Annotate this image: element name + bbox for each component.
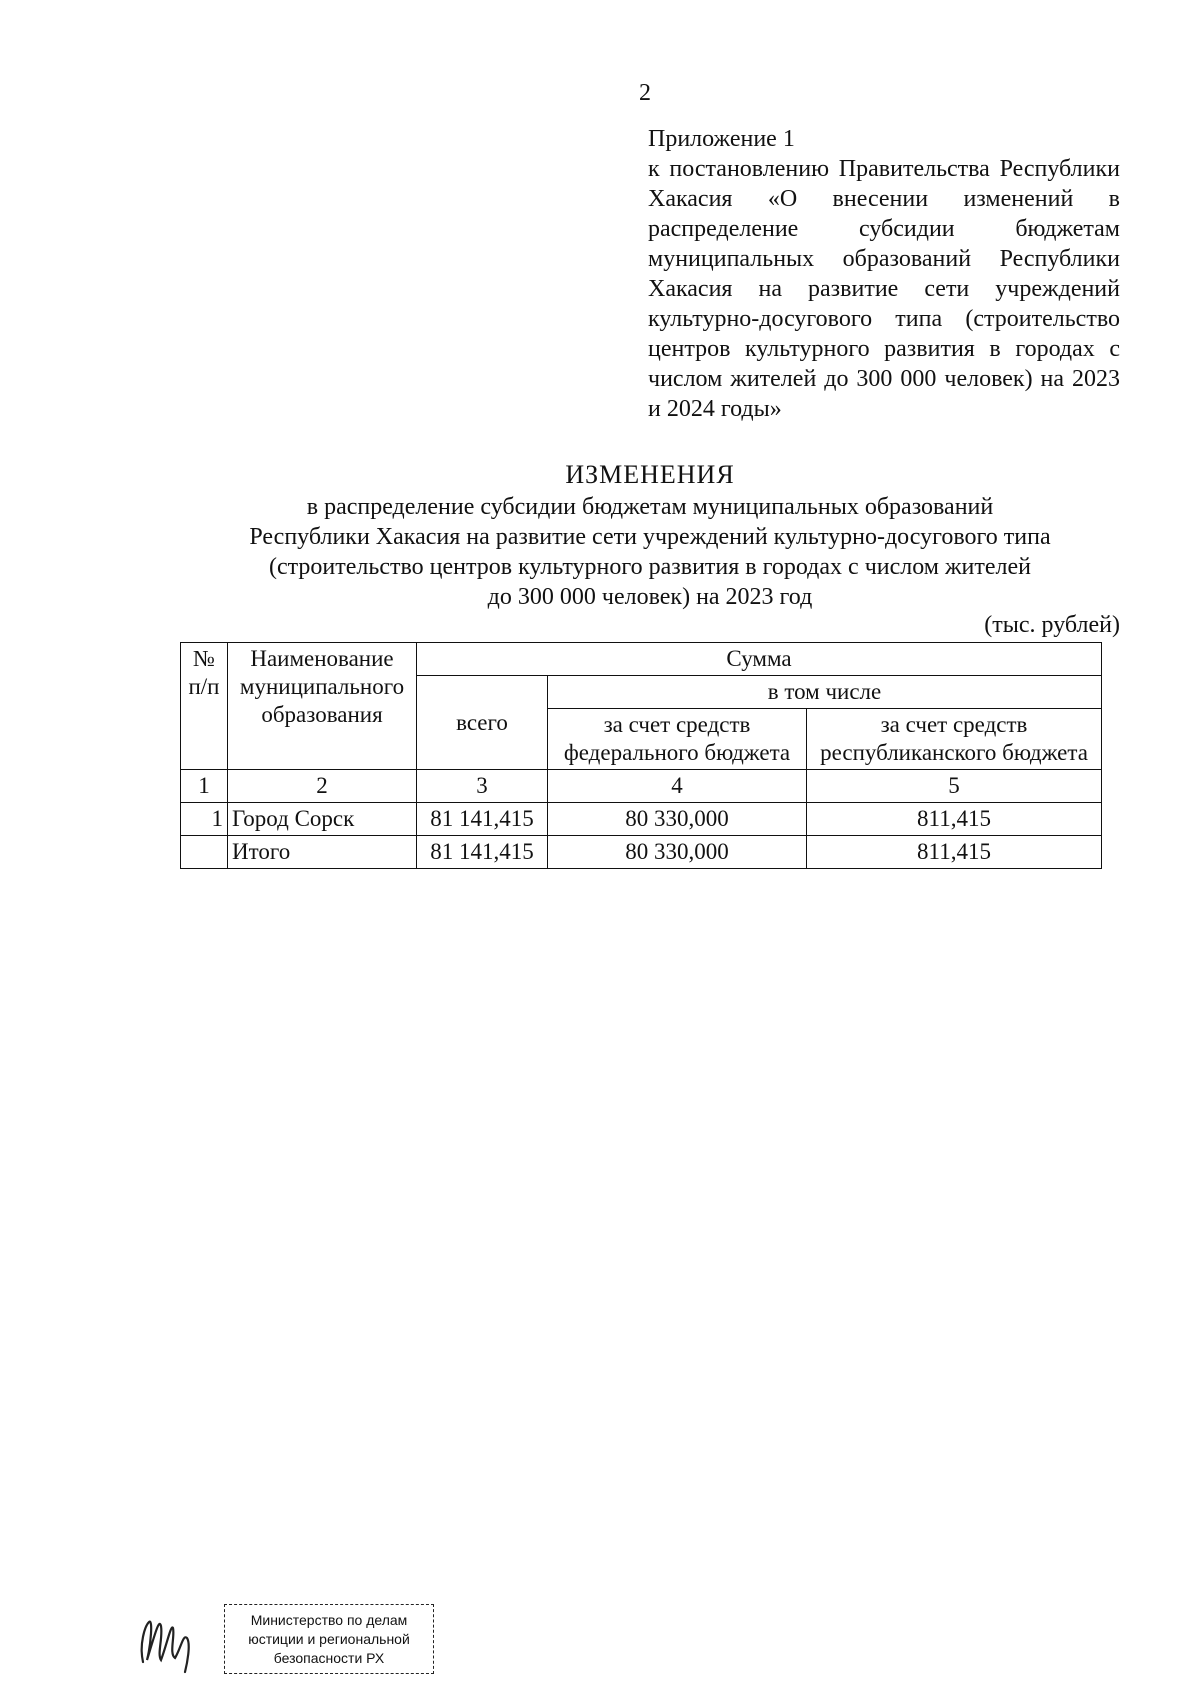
heading-line: до 300 000 человек) на 2023 год	[487, 584, 813, 610]
heading-title: ИЗМЕНЕНИЯ	[565, 460, 735, 489]
row-federal: 80 330,000	[548, 803, 807, 836]
heading-line: в распределение субсидии бюджетам муниципальных образований	[306, 494, 994, 520]
appendix-title: Приложение 1	[648, 126, 795, 152]
header-federal: за счет средств федерального бюджета	[548, 709, 807, 770]
header-including: в том числе	[548, 676, 1102, 709]
header-total: всего	[417, 676, 548, 770]
header-name: Наименование муниципального образования	[228, 643, 417, 770]
row-total: 81 141,415	[417, 803, 548, 836]
unit-note: (тыс. рублей)	[984, 612, 1120, 638]
handwritten-signature	[135, 1604, 205, 1674]
column-number-row	[181, 770, 1102, 803]
row-federal: 80 330,000	[548, 836, 807, 869]
row-total: 81 141,415	[417, 836, 548, 869]
column-number: 1	[181, 770, 228, 803]
column-number: 2	[228, 770, 417, 803]
row-name: Итого	[228, 836, 417, 869]
column-number: 4	[548, 770, 807, 803]
document-heading	[180, 460, 1120, 612]
stamp-line: юстиции и региональной	[248, 1631, 410, 1647]
header-sum: Сумма	[417, 643, 1102, 676]
stamp-line: Министерство по делам	[250, 1612, 408, 1628]
heading-line: (строительство центров культурного развития в городах с числом жителей	[268, 554, 1032, 580]
row-republican: 811,415	[807, 803, 1102, 836]
column-number: 5	[807, 770, 1102, 803]
stamp-line: безопасности РХ	[273, 1650, 385, 1666]
table-row	[181, 803, 1102, 836]
header-republican: за счет средств республиканского бюджета	[807, 709, 1102, 770]
page-number: 2	[639, 80, 651, 106]
appendix-text: к постановлению Правительства Республики Хакасия «О внесении изменений в распределение субсидии бюджетам муниципальных образований Республики Хакасия на развитие сети учреждений культурно-досугового типа (строительство центров культурного развития в городах с числом жителей до 300 000 человек) на 2023 и 2024 годы»	[648, 156, 1120, 422]
header-num: № п/п	[181, 643, 228, 770]
row-num: 1	[181, 803, 228, 836]
row-name: Город Сорск	[228, 803, 417, 836]
ministry-stamp	[224, 1604, 434, 1674]
heading-line: Республики Хакасия на развитие сети учреждений культурно-досугового типа	[249, 524, 1051, 550]
column-number: 3	[417, 770, 548, 803]
table-row-total	[181, 836, 1102, 869]
subsidy-table	[180, 642, 1102, 869]
row-republican: 811,415	[807, 836, 1102, 869]
row-num	[181, 836, 228, 869]
appendix-block	[648, 124, 1120, 424]
